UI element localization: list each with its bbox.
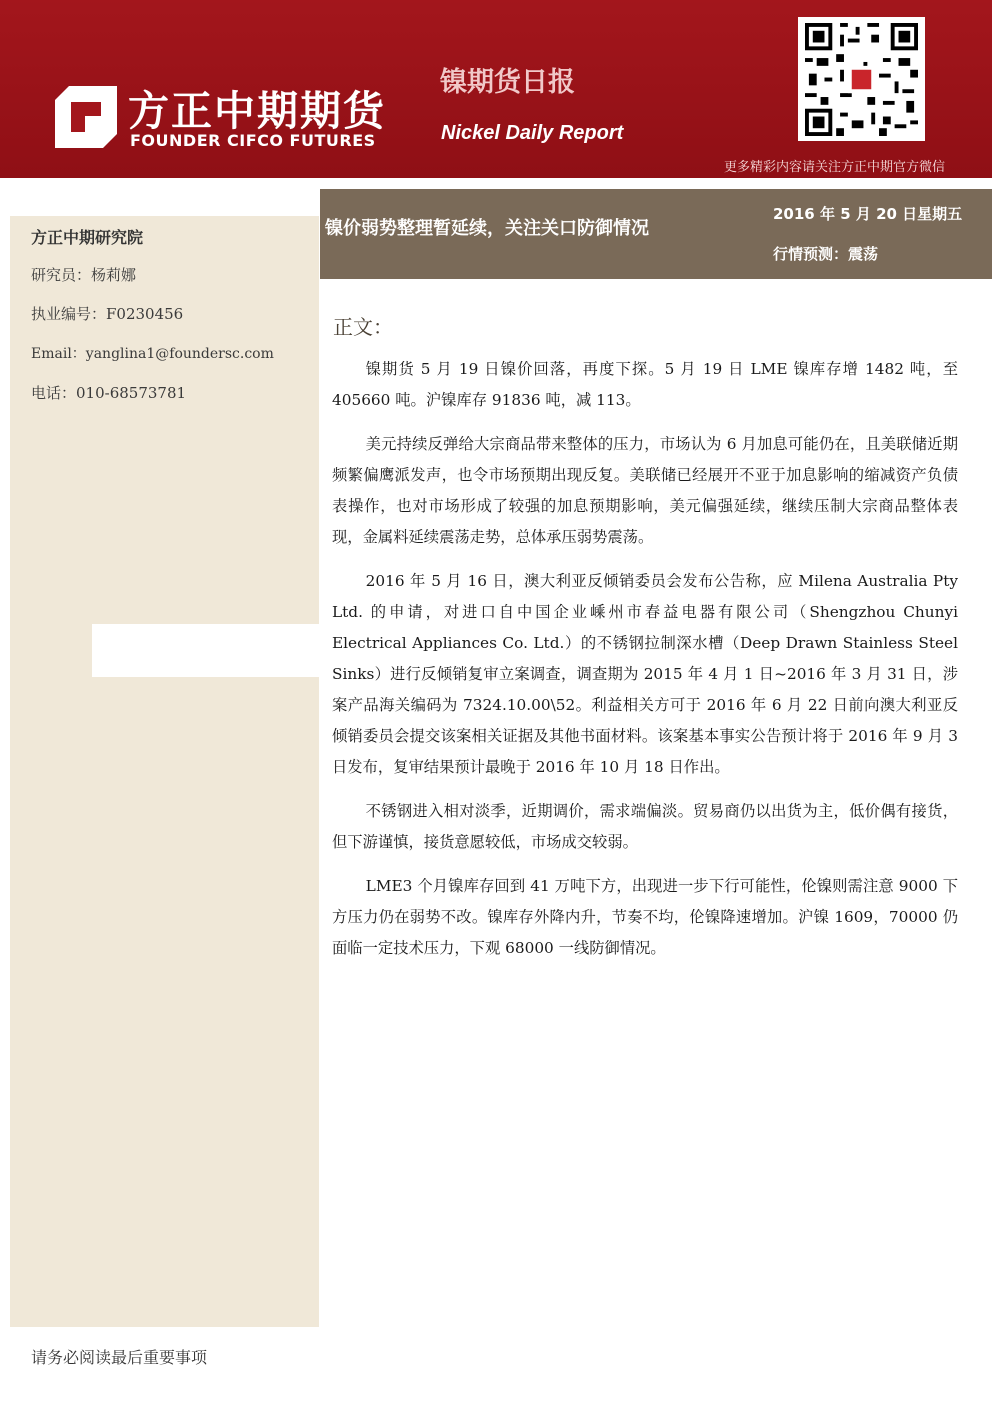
brand-name-cn: 方正中期期货: [128, 87, 386, 135]
researcher-phone: 电话：010-68573781: [31, 384, 187, 402]
body-paragraph: 2016 年 5 月 16 日，澳大利亚反倾销委员会发布公告称，应 Milena Australia Pty Ltd. 的申请，对进口自中国企业嵊州市春益电器有限公司（Shengzhou Chunyi Electrical Appliances Co. Ltd.）的不锈钢拉制深水槽（Deep Drawn Stainless Steel Sinks）进行反倾销复审立案调查，调查期为 2015 年 4 月 1 日~2016 年 3 月 31 日，涉案产品海关编码为 7324.10.00\52。利益相关方可于 2016 年 6 月 22 日前向澳大利亚反倾销委员会提交该案相关证据及其他书面材料。该案基本事实公告预计将于 2016 年 9 月 3 日发布，复审结果预计最晚于 2016 年 10 月 18 日作出。: [332, 572, 958, 776]
section-heading: 正文：: [333, 315, 393, 339]
report-title-en: Nickel Daily Report: [441, 122, 624, 144]
report-headline: 镍价弱势整理暂延续，关注关口防御情况: [325, 218, 649, 239]
body-paragraph: 不锈钢进入相对淡季，近期调价，需求端偏淡。贸易商仍以出货为主，低价偶有接货，但下游谨慎，接货意愿较低，市场成交较弱。: [332, 802, 958, 851]
founder-logo-icon: [55, 86, 117, 148]
body-paragraph: 镍期货 5 月 19 日镍价回落，再度下探。5 月 19 日 LME 镍库存增 1482 吨，至 405660 吨。沪镍库存 91836 吨，减 113。: [332, 360, 958, 409]
qr-code[interactable]: [798, 17, 925, 141]
disclaimer-note: 请务必阅读最后重要事项: [31, 1348, 208, 1367]
wechat-follow-note: 更多精彩内容请关注方正中期官方微信: [724, 160, 946, 175]
license-number: 执业编号：F0230456: [31, 305, 184, 323]
research-institute: 方正中期研究院: [31, 228, 144, 247]
sidebar-top-spacer: [0, 189, 320, 216]
body-paragraph: 美元持续反弹给大宗商品带来整体的压力，市场认为 6 月加息可能仍在，且美联储近期频繁偏鹰派发声，也令市场预期出现反复。美联储已经展开不亚于加息影响的缩减资产负债表操作，也对市场形成了较强的加息预期影响，美元偏强延续，继续压制大宗商品整体表现，金属料延续震荡走势，总体承压弱势震荡。: [332, 435, 958, 546]
report-body: [332, 354, 958, 977]
body-paragraph: LME3 个月镍库存回到 41 万吨下方，出现进一步下行可能性，伦镍则需注意 9000 下方压力仍在弱势不改。镍库存外降内升，节奏不均，伦镍降速增加。沪镍 1609，70000 仍面临一定技术压力，下观 68000 一线防御情况。: [332, 877, 958, 957]
market-forecast: 行情预测：震荡: [773, 245, 879, 263]
researcher-email[interactable]: Email：yanglina1@foundersc.com: [31, 346, 274, 362]
qr-code-icon: [805, 23, 918, 136]
researcher-name: 研究员：杨莉娜: [31, 266, 137, 284]
report-title-cn: 镍期货日报: [440, 67, 575, 98]
report-date: 2016 年 5 月 20 日星期五: [773, 205, 963, 223]
sidebar-gap: [92, 624, 320, 677]
header-divider: [0, 178, 992, 188]
brand-name-en: FOUNDER CIFCO FUTURES: [130, 131, 376, 150]
